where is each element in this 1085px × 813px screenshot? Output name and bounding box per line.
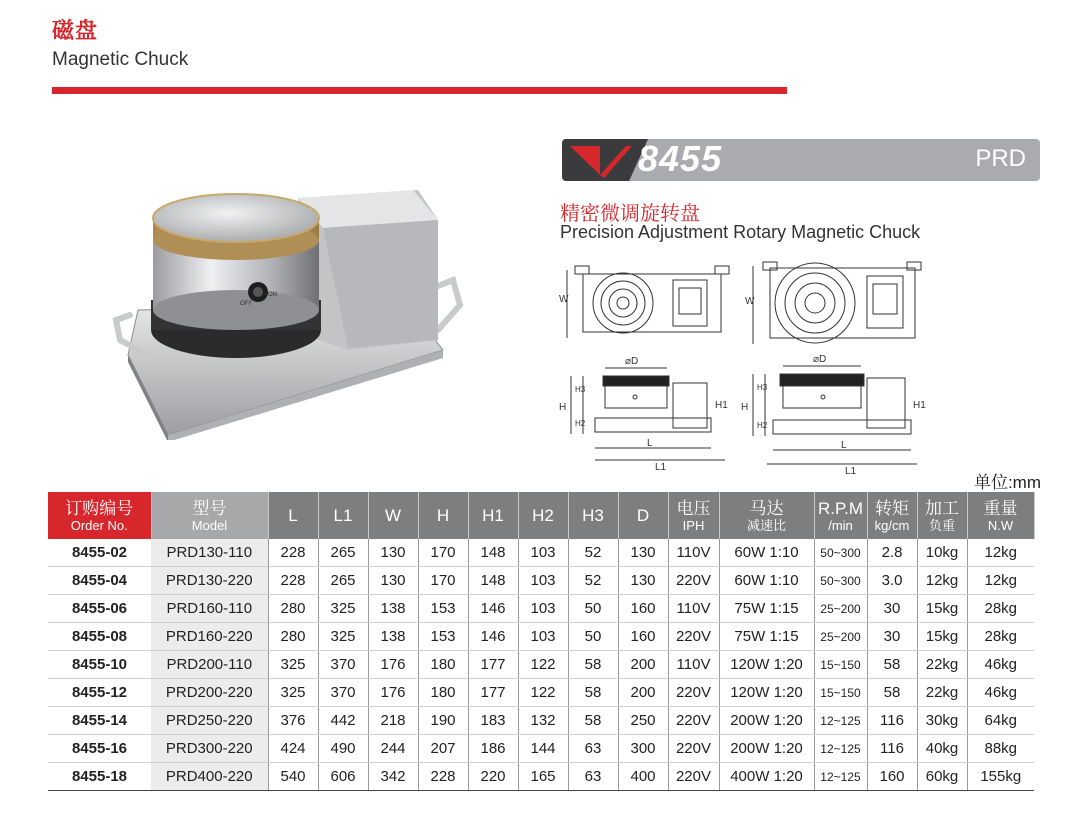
cell-h1: 186 xyxy=(468,735,518,763)
cell-weight: 155kg xyxy=(967,763,1034,791)
cell-h: 170 xyxy=(418,567,468,595)
cell-l1: 490 xyxy=(318,735,368,763)
column-header-rpm xyxy=(814,492,867,539)
cell-torque: 2.8 xyxy=(867,539,917,567)
cell-torque: 58 xyxy=(867,651,917,679)
header-line1: L1 xyxy=(333,506,353,525)
header-line2: Order No. xyxy=(70,517,128,533)
cell-torque: 116 xyxy=(867,707,917,735)
cell-l1: 325 xyxy=(318,623,368,651)
cell-voltage: 220V xyxy=(668,567,719,595)
cell-w: 130 xyxy=(368,539,418,567)
cell-model: PRD200-220 xyxy=(151,679,268,707)
cell-load: 12kg xyxy=(917,567,967,595)
cell-h3: 52 xyxy=(568,567,618,595)
cell-h2: 103 xyxy=(518,539,568,567)
cell-d: 130 xyxy=(618,567,668,595)
page-title-en: Magnetic Chuck xyxy=(52,49,189,70)
header-line2: /min xyxy=(828,517,853,533)
dim-h3-label: H3 xyxy=(575,385,586,394)
cell-l: 228 xyxy=(268,539,318,567)
product-name-en: Precision Adjustment Rotary Magnetic Chuck xyxy=(560,222,921,242)
cell-h3: 58 xyxy=(568,651,618,679)
table-row xyxy=(48,679,1034,707)
cell-l: 540 xyxy=(268,763,318,791)
cell-w: 342 xyxy=(368,763,418,791)
cell-h: 180 xyxy=(418,651,468,679)
top-view-small xyxy=(559,266,729,338)
header-line2: kg/cm xyxy=(874,517,910,533)
specification-table xyxy=(48,492,1035,791)
cell-motor-ratio: 200W 1:20 xyxy=(719,735,814,763)
cell-h: 153 xyxy=(418,623,468,651)
cell-voltage: 220V xyxy=(668,707,719,735)
header-line1: 转矩 xyxy=(875,498,909,518)
cell-weight: 28kg xyxy=(967,595,1034,623)
column-header-load xyxy=(917,492,967,539)
cell-h1: 148 xyxy=(468,567,518,595)
cell-w: 138 xyxy=(368,623,418,651)
cell-h2: 103 xyxy=(518,567,568,595)
cell-rpm: 15~150 xyxy=(814,679,867,707)
dim-d-label: ⌀D xyxy=(625,356,639,367)
dim-l1-label-2: L1 xyxy=(845,466,857,476)
dim-h3-label-2: H3 xyxy=(757,383,768,392)
header-line1: H3 xyxy=(582,506,604,525)
cell-d: 400 xyxy=(618,763,668,791)
cell-rpm: 12~125 xyxy=(814,707,867,735)
cell-voltage: 110V xyxy=(668,651,719,679)
header-line2: Model xyxy=(191,517,228,533)
dim-h1-label: H1 xyxy=(715,400,728,411)
cell-motor-ratio: 400W 1:20 xyxy=(719,763,814,791)
cell-voltage: 220V xyxy=(668,679,719,707)
cell-l: 280 xyxy=(268,623,318,651)
header-line1: H1 xyxy=(482,506,504,525)
header-line1: L xyxy=(288,506,298,525)
column-header-l xyxy=(268,492,318,539)
cell-model: PRD400-220 xyxy=(151,763,268,791)
cell-h1: 177 xyxy=(468,651,518,679)
cell-weight: 12kg xyxy=(967,539,1034,567)
cell-h1: 148 xyxy=(468,539,518,567)
table-row xyxy=(48,651,1034,679)
cell-order-no: 8455-12 xyxy=(48,679,151,707)
cell-model: PRD200-110 xyxy=(151,651,268,679)
cell-d: 200 xyxy=(618,679,668,707)
cell-l1: 606 xyxy=(318,763,368,791)
cell-w: 138 xyxy=(368,595,418,623)
cell-h2: 122 xyxy=(518,651,568,679)
header-line2: 减速比 xyxy=(746,517,786,533)
dim-h1-label-2: H1 xyxy=(913,400,926,411)
header-line1: 型号 xyxy=(192,498,227,518)
cell-weight: 64kg xyxy=(967,707,1034,735)
column-header-l1 xyxy=(318,492,368,539)
switch-on-label: ON xyxy=(268,292,277,298)
cell-rpm: 12~125 xyxy=(814,763,867,791)
cell-l1: 370 xyxy=(318,679,368,707)
cell-w: 244 xyxy=(368,735,418,763)
cell-d: 130 xyxy=(618,539,668,567)
dim-l-label-2: L xyxy=(841,440,847,451)
side-view-large xyxy=(741,354,926,476)
cell-order-no: 8455-08 xyxy=(48,623,151,651)
dim-l-label: L xyxy=(647,438,653,449)
header-line1: R.P.M xyxy=(817,498,864,518)
cell-model: PRD160-110 xyxy=(151,595,268,623)
dim-l1-label: L1 xyxy=(655,462,667,473)
cell-h1: 146 xyxy=(468,595,518,623)
header-line1: D xyxy=(636,506,650,525)
cell-w: 218 xyxy=(368,707,418,735)
cell-h: 207 xyxy=(418,735,468,763)
cell-h3: 50 xyxy=(568,595,618,623)
cell-torque: 3.0 xyxy=(867,567,917,595)
cell-load: 15kg xyxy=(917,595,967,623)
dim-w-label: W xyxy=(559,294,569,305)
cell-d: 160 xyxy=(618,595,668,623)
cell-torque: 116 xyxy=(867,735,917,763)
cell-l: 376 xyxy=(268,707,318,735)
column-header-voltage xyxy=(668,492,719,539)
cell-h2: 103 xyxy=(518,623,568,651)
cell-order-no: 8455-06 xyxy=(48,595,151,623)
column-header-motor-ratio xyxy=(719,492,814,539)
cell-motor-ratio: 60W 1:10 xyxy=(719,567,814,595)
cell-w: 176 xyxy=(368,651,418,679)
header-line1: W xyxy=(384,506,402,525)
cell-rpm: 12~125 xyxy=(814,735,867,763)
cell-h1: 177 xyxy=(468,679,518,707)
table-row xyxy=(48,763,1034,791)
cell-torque: 30 xyxy=(867,623,917,651)
product-photo xyxy=(108,180,473,440)
column-header-h2 xyxy=(518,492,568,539)
cell-model: PRD300-220 xyxy=(151,735,268,763)
cell-h1: 220 xyxy=(468,763,518,791)
table-row xyxy=(48,539,1034,567)
cell-h2: 165 xyxy=(518,763,568,791)
cell-l1: 442 xyxy=(318,707,368,735)
side-view-small xyxy=(559,356,728,473)
header-line1: 订购编号 xyxy=(65,498,134,518)
table-header-row xyxy=(48,492,1034,539)
cell-w: 176 xyxy=(368,679,418,707)
cell-voltage: 110V xyxy=(668,595,719,623)
cell-load: 15kg xyxy=(917,623,967,651)
cell-weight: 88kg xyxy=(967,735,1034,763)
cell-h3: 58 xyxy=(568,707,618,735)
dim-d-label-2: ⌀D xyxy=(813,354,827,365)
product-name-cn: 精密微调旋转盘 xyxy=(560,203,700,225)
cell-voltage: 220V xyxy=(668,763,719,791)
cell-h3: 58 xyxy=(568,679,618,707)
column-header-w xyxy=(368,492,418,539)
product-series: PRD xyxy=(975,145,1026,172)
cell-model: PRD160-220 xyxy=(151,623,268,651)
cell-weight: 28kg xyxy=(967,623,1034,651)
table-row xyxy=(48,707,1034,735)
column-header-weight xyxy=(967,492,1034,539)
header-line1: 加工 xyxy=(925,498,959,518)
cell-weight: 12kg xyxy=(967,567,1034,595)
cell-l: 280 xyxy=(268,595,318,623)
cell-voltage: 110V xyxy=(668,539,719,567)
cell-w: 130 xyxy=(368,567,418,595)
product-banner xyxy=(562,139,1040,181)
cell-h2: 132 xyxy=(518,707,568,735)
header-line1: H xyxy=(436,506,450,525)
cell-order-no: 8455-18 xyxy=(48,763,151,791)
cell-d: 250 xyxy=(618,707,668,735)
column-header-h3 xyxy=(568,492,618,539)
switch-off-label: OFF xyxy=(240,301,252,307)
cell-l1: 265 xyxy=(318,539,368,567)
dim-h2-label-2: H2 xyxy=(757,421,768,430)
cell-h2: 144 xyxy=(518,735,568,763)
cell-rpm: 25~200 xyxy=(814,595,867,623)
column-header-order-no xyxy=(48,492,151,539)
column-header-d xyxy=(618,492,668,539)
cell-model: PRD250-220 xyxy=(151,707,268,735)
cell-torque: 58 xyxy=(867,679,917,707)
cell-h: 153 xyxy=(418,595,468,623)
cell-order-no: 8455-10 xyxy=(48,651,151,679)
cell-torque: 30 xyxy=(867,595,917,623)
dimension-drawing xyxy=(555,258,930,476)
cell-order-no: 8455-04 xyxy=(48,567,151,595)
header-line2: 负重 xyxy=(928,517,955,533)
cell-load: 30kg xyxy=(917,707,967,735)
header-line2: N.W xyxy=(987,517,1014,533)
cell-l1: 325 xyxy=(318,595,368,623)
unit-label: 单位:mm xyxy=(973,473,1041,492)
cell-order-no: 8455-16 xyxy=(48,735,151,763)
cell-l: 424 xyxy=(268,735,318,763)
cell-motor-ratio: 120W 1:20 xyxy=(719,679,814,707)
dim-w-label-2: W xyxy=(745,296,755,307)
cell-rpm: 50~300 xyxy=(814,567,867,595)
cell-weight: 46kg xyxy=(967,651,1034,679)
cell-l: 325 xyxy=(268,679,318,707)
cell-motor-ratio: 120W 1:20 xyxy=(719,651,814,679)
table-row xyxy=(48,623,1034,651)
cell-voltage: 220V xyxy=(668,735,719,763)
header-line1: 电压 xyxy=(676,498,711,518)
cell-l: 325 xyxy=(268,651,318,679)
header-line1: H2 xyxy=(532,506,554,525)
cell-h1: 146 xyxy=(468,623,518,651)
dim-h-label-2: H xyxy=(741,402,749,413)
column-header-model xyxy=(151,492,268,539)
cell-order-no: 8455-02 xyxy=(48,539,151,567)
dim-h2-label: H2 xyxy=(575,419,586,428)
cell-h3: 63 xyxy=(568,735,618,763)
cell-h1: 183 xyxy=(468,707,518,735)
cell-l: 228 xyxy=(268,567,318,595)
cell-h3: 63 xyxy=(568,763,618,791)
brand-v-logo-icon xyxy=(566,142,636,178)
top-view-large xyxy=(745,262,921,344)
cell-motor-ratio: 60W 1:10 xyxy=(719,539,814,567)
cell-load: 22kg xyxy=(917,651,967,679)
cell-torque: 160 xyxy=(867,763,917,791)
cell-h2: 122 xyxy=(518,679,568,707)
header-line1: 马达 xyxy=(749,498,784,518)
table-row xyxy=(48,567,1034,595)
cell-d: 200 xyxy=(618,651,668,679)
cell-load: 10kg xyxy=(917,539,967,567)
column-header-h xyxy=(418,492,468,539)
column-header-h1 xyxy=(468,492,518,539)
cell-h3: 52 xyxy=(568,539,618,567)
cell-h: 228 xyxy=(418,763,468,791)
cell-l1: 265 xyxy=(318,567,368,595)
cell-voltage: 220V xyxy=(668,623,719,651)
table-row xyxy=(48,595,1034,623)
cell-motor-ratio: 75W 1:15 xyxy=(719,623,814,651)
cell-model: PRD130-220 xyxy=(151,567,268,595)
cell-h2: 103 xyxy=(518,595,568,623)
cell-l1: 370 xyxy=(318,651,368,679)
cell-h3: 50 xyxy=(568,623,618,651)
cell-motor-ratio: 75W 1:15 xyxy=(719,595,814,623)
cell-d: 300 xyxy=(618,735,668,763)
cell-rpm: 15~150 xyxy=(814,651,867,679)
cell-weight: 46kg xyxy=(967,679,1034,707)
table-row xyxy=(48,735,1034,763)
cell-model: PRD130-110 xyxy=(151,539,268,567)
cell-load: 22kg xyxy=(917,679,967,707)
cell-motor-ratio: 200W 1:20 xyxy=(719,707,814,735)
cell-rpm: 50~300 xyxy=(814,539,867,567)
cell-d: 160 xyxy=(618,623,668,651)
header-line2: IPH xyxy=(682,517,705,533)
cell-rpm: 25~200 xyxy=(814,623,867,651)
cell-order-no: 8455-14 xyxy=(48,707,151,735)
product-code: 8455 xyxy=(638,138,723,179)
header-line1: 重量 xyxy=(983,498,1018,518)
title-divider xyxy=(52,87,787,94)
cell-h: 180 xyxy=(418,679,468,707)
cell-h: 170 xyxy=(418,539,468,567)
page-title-cn: 磁盘 xyxy=(52,18,99,43)
cell-h: 190 xyxy=(418,707,468,735)
cell-load: 40kg xyxy=(917,735,967,763)
column-header-torque xyxy=(867,492,917,539)
cell-load: 60kg xyxy=(917,763,967,791)
dim-h-label: H xyxy=(559,402,567,413)
